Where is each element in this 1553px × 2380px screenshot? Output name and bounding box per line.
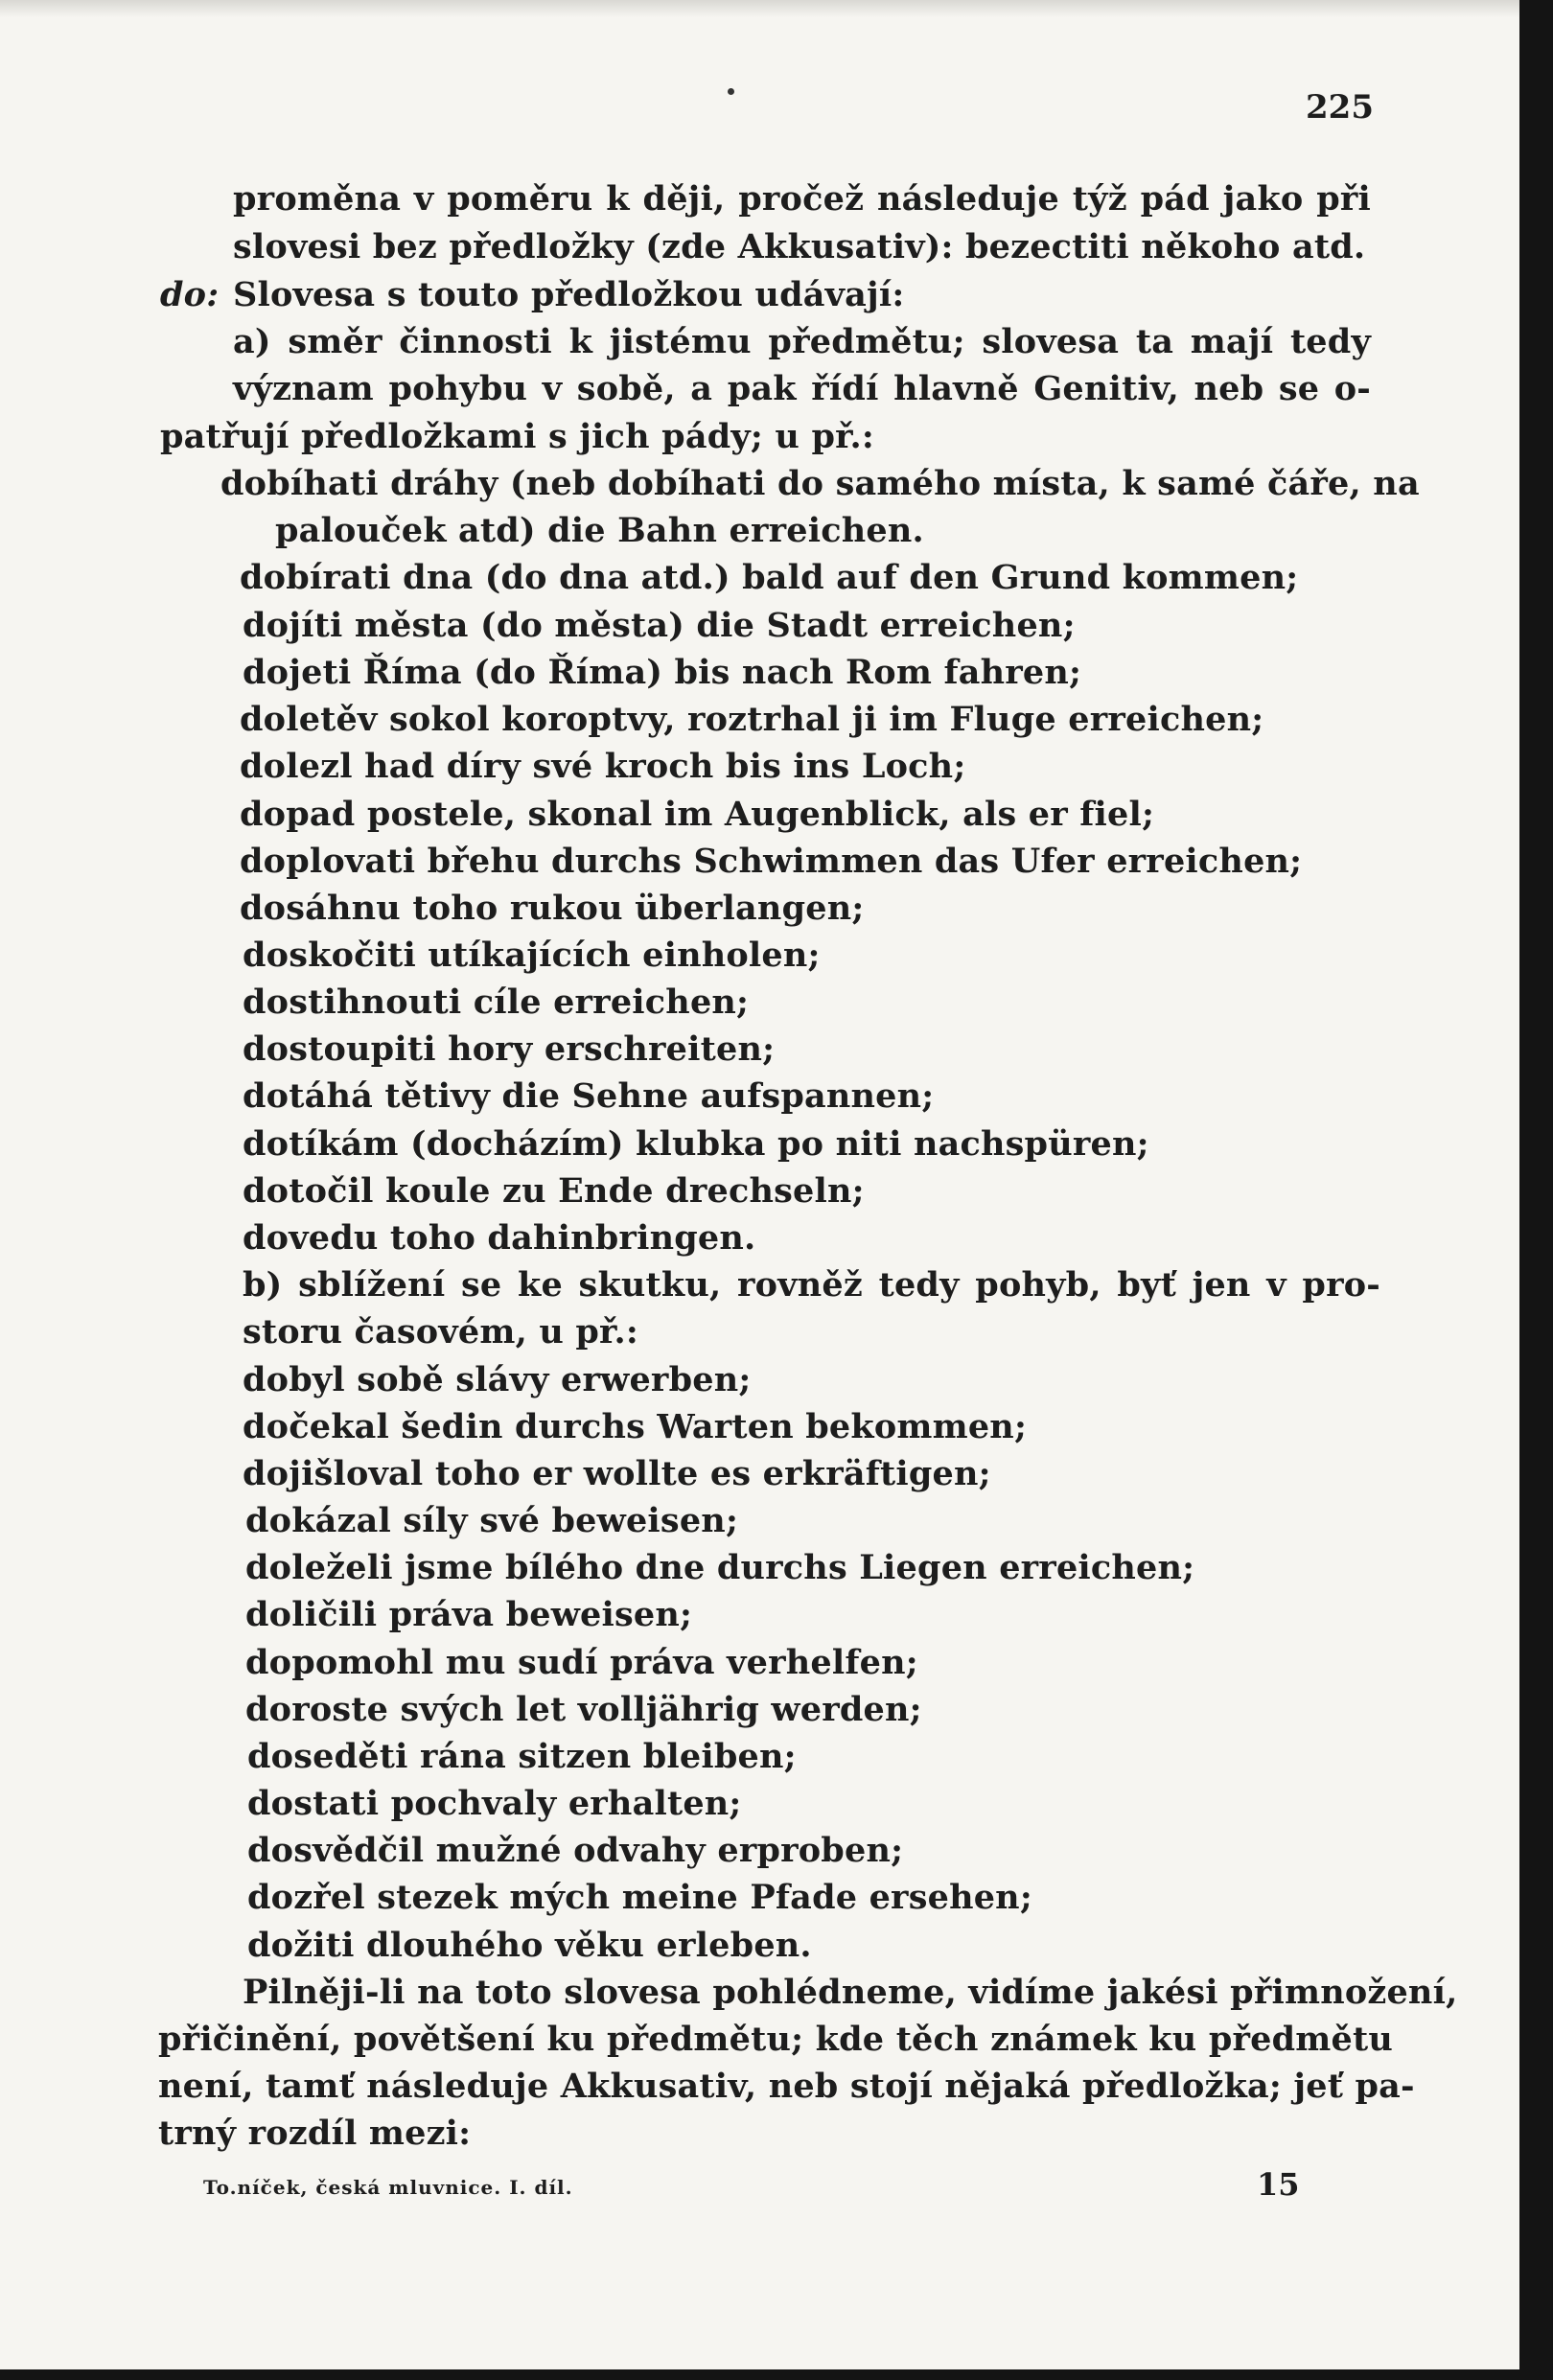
sheet-number: 15	[1257, 2166, 1300, 2203]
text-line: dovedu toho dahinbringen.	[243, 1218, 756, 1258]
footer-signature: To.níček, česká mluvnice. I. díl.	[203, 2176, 573, 2199]
text-line: doletěv sokol koroptvy, roztrhal ji im Fluge erreichen;	[240, 700, 1264, 739]
text-line: trný rozdíl mezi:	[158, 2114, 472, 2153]
text-line: b) sblížení se ke skutku, rovněž tedy pohyb, byť jen v pro-	[243, 1265, 1380, 1305]
text-line: doličili práva beweisen;	[245, 1595, 693, 1634]
text-line: doseděti rána sitzen bleiben;	[247, 1737, 797, 1776]
text-line: dobíhati dráhy (neb dobíhati do samého místa, k samé čáře, na	[220, 464, 1420, 503]
text-line: slovesi bez předložky (zde Akkusativ): bezectiti někoho atd.	[233, 227, 1366, 266]
text-line: dotíkám (docházím) klubka po niti nachspüren;	[243, 1124, 1149, 1164]
section-label: do:	[160, 275, 220, 314]
text-line: význam pohybu v sobě, a pak řídí hlavně Genitiv, neb se o-	[233, 369, 1371, 408]
text-line: doleželi jsme bílého dne durchs Liegen erreichen;	[245, 1548, 1195, 1587]
text-line: dopomohl mu sudí práva verhelfen;	[245, 1643, 918, 1682]
text-line: doplovati břehu durchs Schwimmen das Ufer erreichen;	[240, 842, 1303, 881]
text-line: dožiti dlouhého věku erleben.	[247, 1926, 812, 1965]
text-line: dostati pochvaly erhalten;	[247, 1784, 742, 1823]
text-line: dostoupiti hory erschreiten;	[243, 1029, 776, 1069]
text-line: dobyl sobě slávy erwerben;	[243, 1360, 752, 1399]
text-line: Slovesa s touto předložkou udávají:	[233, 275, 905, 314]
text-line: dobírati dna (do dna atd.) bald auf den Grund kommen;	[240, 558, 1299, 597]
scan-border-right	[1519, 0, 1553, 2380]
text-line: Pilněji-li na toto slovesa pohlédneme, vidíme jakési přimnožení,	[243, 1973, 1458, 2012]
text-line: není, tamť následuje Akkusativ, neb stojí nějaká předložka; jeť pa-	[158, 2067, 1415, 2106]
text-line: proměna v poměru k ději, pročež následuje týž pád jako při	[233, 179, 1371, 219]
text-line: dojišloval toho er wollte es erkräftigen;	[243, 1454, 991, 1493]
scan-border-bottom	[0, 2369, 1519, 2380]
text-line: palouček atd) die Bahn erreichen.	[275, 511, 924, 550]
text-line: dotočil koule zu Ende drechseln;	[243, 1171, 865, 1211]
page-number: 225	[1306, 88, 1374, 127]
text-line: dotáhá tětivy die Sehne aufspannen;	[243, 1076, 935, 1116]
text-line: dosvědčil mužné odvahy erproben;	[247, 1831, 904, 1870]
text-line: dosáhnu toho rukou überlangen;	[240, 889, 865, 928]
text-line: dostihnouti cíle erreichen;	[243, 982, 750, 1022]
text-line: dočekal šedin durchs Warten bekommen;	[243, 1407, 1028, 1446]
text-line: patřují předložkami s jich pády; u př.:	[160, 417, 875, 456]
text-line: dozřel stezek mých meine Pfade ersehen;	[247, 1878, 1032, 1917]
text-line: doroste svých let volljährig werden;	[245, 1690, 922, 1729]
text-line: dopad postele, skonal im Augenblick, als er fiel;	[240, 795, 1155, 834]
text-line: dojíti města (do města) die Stadt erreichen;	[243, 606, 1076, 645]
text-line: a) směr činnosti k jistému předmětu; slovesa ta mají tedy	[233, 322, 1371, 361]
text-line: storu časovém, u př.:	[243, 1312, 638, 1352]
text-line: doskočiti utíkajících einholen;	[243, 936, 821, 975]
text-line: dolezl had díry své kroch bis ins Loch;	[240, 747, 966, 786]
text-line: dokázal síly své beweisen;	[245, 1501, 739, 1540]
text-line: přičinění, povětšení ku předmětu; kde těch známek ku předmětu	[158, 2020, 1393, 2059]
text-line: dojeti Říma (do Říma) bis nach Rom fahren;	[243, 653, 1082, 692]
